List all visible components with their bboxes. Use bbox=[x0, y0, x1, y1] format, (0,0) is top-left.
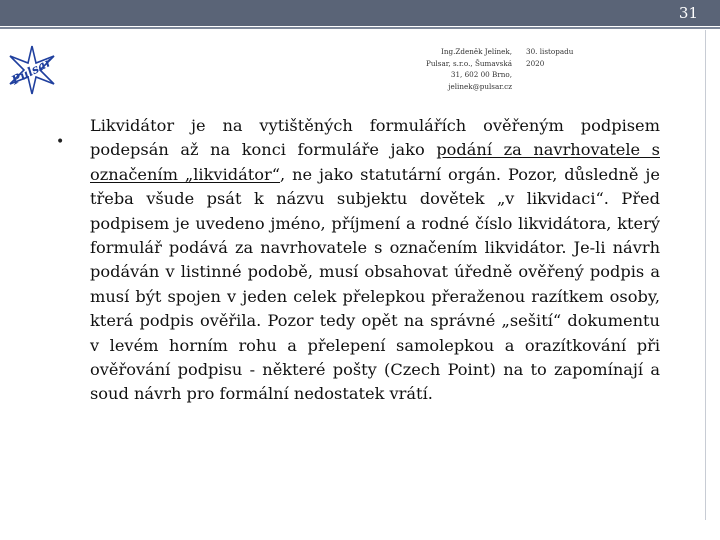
header-divider bbox=[0, 27, 720, 29]
author-line: Pulsar, s.r.o., Šumavská bbox=[426, 58, 512, 68]
right-margin-rule bbox=[705, 30, 706, 520]
slide-header-bar bbox=[0, 0, 720, 26]
body-text-underlined: podání za navrhovatele s označením „likvidátor“ bbox=[90, 140, 660, 184]
pulsar-logo-icon bbox=[6, 44, 58, 96]
page-number: 31 bbox=[678, 4, 698, 22]
author-block bbox=[420, 46, 512, 92]
date-block bbox=[526, 46, 586, 69]
body-text-rest: , ne jako statutární orgán. Pozor, důsledně je třeba všude psát k názvu subjektu dovětek „v likvidaci“. Před podpisem je uvedeno jméno, příjmení a rodné číslo likvidátora, který formulář podává za navrhovatele s označením likvidátor. Je-li návrh podáván v listinné podobě, musí obsahovat úředně ověřený podpis a musí být spojen v jeden celek přelepkou přeraženou razítkem osoby, která podpis ověřila. Pozor tedy opět na správné „sešití“ dokumentu v levém horním rohu a přelepení samolepkou a orazítkování při ověřování podpisu - některé pošty (Czech Point) na to zapomínají a soud návrh pro formální nedostatek vrátí. bbox=[90, 164, 661, 404]
author-line: 31, 602 00 Brno, bbox=[450, 70, 512, 79]
logo-text: Pulsar bbox=[9, 54, 54, 88]
body-paragraph bbox=[90, 114, 660, 407]
body-text-start: Likvidátor je na vytištěných formulářích ověřeným podpisem podepsán až na konci formuláře jako bbox=[90, 116, 660, 160]
author-line: Ing.Zdeněk Jelínek, bbox=[441, 47, 512, 56]
date-line: 2020 bbox=[526, 58, 545, 68]
date-line: 30. listopadu bbox=[526, 47, 574, 56]
author-line: jelinek@pulsar.cz bbox=[448, 81, 512, 91]
bullet-marker: • bbox=[56, 134, 65, 150]
